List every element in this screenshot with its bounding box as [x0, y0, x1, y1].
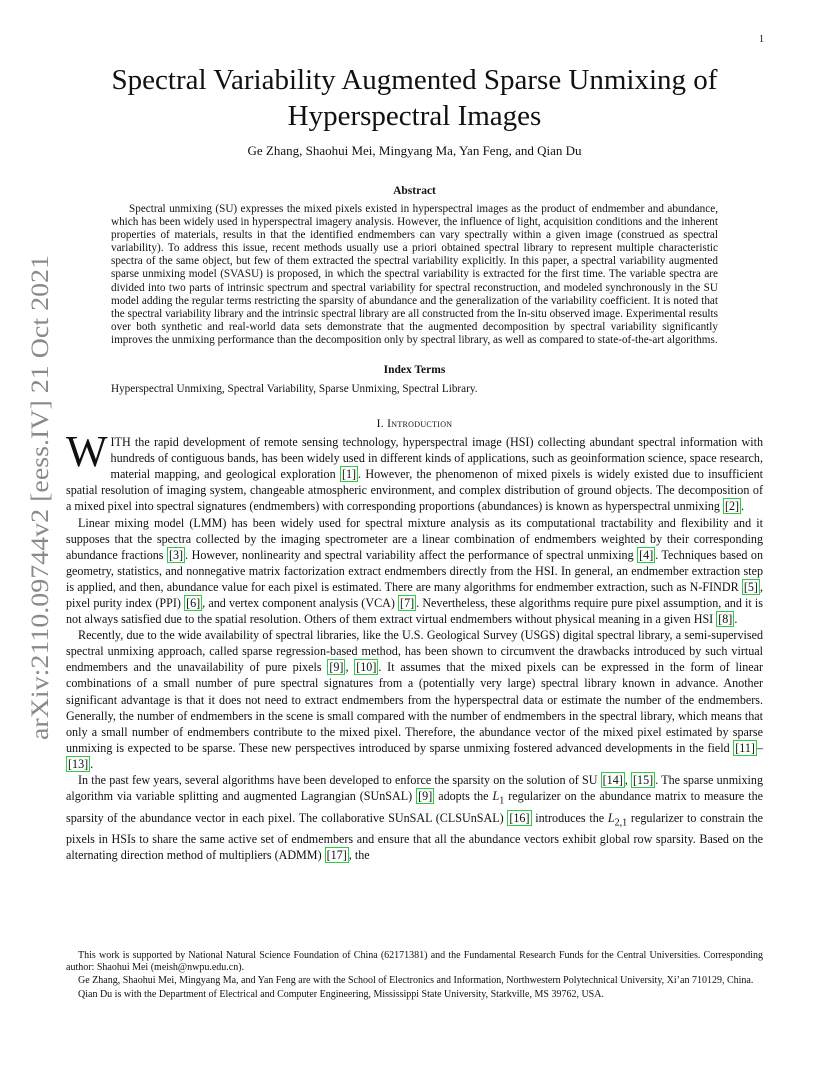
citation-link[interactable]: [15] — [633, 773, 654, 787]
footnote-affiliation: Ge Zhang, Shaohui Mei, Mingyang Ma, and Yan Feng are with the School of Electronics and Information, Northwestern Polytechnical University, Xi’an 710129, China. — [78, 975, 754, 987]
math-l1-subscript: 1 — [499, 795, 505, 807]
citation-link[interactable]: [13] — [68, 756, 89, 771]
page-number: 1 — [759, 34, 764, 45]
abstract — [66, 203, 763, 347]
drop-cap: W — [66, 427, 108, 477]
math-l21: L — [607, 810, 615, 825]
index-terms-heading: Index Terms — [383, 364, 446, 377]
citation-link[interactable]: [8] — [718, 612, 733, 627]
author-list: Ge Zhang, Shaohui Mei, Mingyang Ma, Yan Feng, and Qian Du — [247, 143, 582, 158]
citation-link[interactable]: [6] — [186, 595, 201, 610]
footnotes — [66, 950, 763, 1002]
citation-link[interactable]: [10] — [356, 660, 377, 675]
body-text — [66, 427, 764, 863]
arxiv-identifier-text: arXiv:2110.09744v2 [eess.IV] 21 Oct 2021 — [27, 306, 54, 740]
citation-link[interactable]: [5] — [743, 579, 758, 594]
paragraph: Recently, due to the wide availability of spectral libraries, like the U.S. Geological Survey (USGS) digital spectral library, a semi-supervised spectral unmixing approach, called sparse regression-based method, has been shown to circumvent the drawbacks introduced by such virtual endmembers and the unavailability of pure pixels [9] , [10] . It assumes that the mixed pixels can be expressed in the form of linear combinations of a small number of pure spectral signatures from a (potentially very large) spectral library known in advance. Another significant advantage is that it does not need to extract endmembers from the hyperspectral data or estimate the number of the endmembers. Generally, the number of endmembers in the scene is small compared with the number of endmembers in the spectral library, which means that only a small number of endmembers contribute to the mixed pixel. Therefore, the abundance vector of the mixed pixel estimated by sparse unmixing is expected to be sparse. These new perspectives introduced by sparse unmixing fostered advanced developments in the field [11] –[13] . — [66, 628, 763, 771]
arxiv-identifier[interactable] — [18, 250, 58, 750]
section-title: Introduction — [387, 418, 453, 431]
paragraph: WITH the rapid development of remote sensing technology, hyperspectral image (HSI) collecting abundant spectral information with hundreds of contiguous bands, has been widely used in different kinds of applications, such as geoinformation science, space research, material mapping, and geological exploration [1] . However, the phenomenon of mixed pixels is widely existed due to insufficient spatial resolution of imaging system, changeable atmospheric environment, and complex distribution of ground objects. The decomposition of a mixed pixel into spectral signatures (endmembers) with corresponding proportions (abundances) is known as hyperspectral unmixing [2] . — [66, 427, 763, 514]
index-terms-text: Hyperspectral Unmixing, Spectral Variability, Sparse Unmixing, Spectral Library. — [111, 383, 478, 396]
abstract-heading: Abstract — [393, 185, 436, 197]
citation-link[interactable]: [2] — [724, 499, 740, 514]
citation-link[interactable]: [7] — [400, 595, 415, 610]
math-l1: L — [492, 789, 500, 804]
citation-link[interactable]: [11] — [735, 740, 755, 755]
citation-link[interactable]: [4] — [639, 547, 654, 562]
paper-content — [66, 62, 763, 863]
citation-link[interactable]: [9] — [329, 660, 344, 675]
paragraph: Linear mixing model (LMM) has been widely used for spectral mixture analysis as its computational tractability and flexibility and it supposes that the spectra collected by the imaging spectrometer are a linear combination of endmembers weighted by their corresponding abundance fractions [3] . However, nonlinearity and spectral variability affect the performance of spectral unmixing [4] . Techniques based on geometry, statistics, and nonnegative matrix factorization extract endmembers directly from the HSI. In general, an endmember extraction step is applied, and then, abundance value for each pixel is estimated. There are many algorithms for endmember extraction, such as N-FINDR [5] , pixel purity index (PPI) [6] , and vertex component analysis (VCA) [7] . Nevertheless, these algorithms require pure pixel assumption, and it is not always satisfied due to the spatial resolution. Others of them extract virtual endmembers without physical meaning in a given HSI [8] . — [66, 515, 763, 627]
abstract-text: Spectral unmixing (SU) expresses the mixed pixels existed in hyperspectral images as the product of endmember and abundance, which has been widely used in hyperspectral imagery analysis. However, the influence of light, acquisition conditions and the inherent properties of materials, results in that the identified endmembers can vary spectrally within a given image (construed as spectral variability). To address this issue, recent methods usually use a priori obtained spectral library to represent multiple characteristic spectra of the same object, but few of them extracted the spectral variability explicitly. In this paper, a spectral variability augmented sparse unmixing model (SVASU) is proposed, in which the spectral variability is extracted for the first time. The variable spectra are divided into two parts of intrinsic spectrum and spectral variability for spectral reconstruction, and modeled synchronously in the SU model adding the regular terms restricting the sparsity of abundance and the generalization of the variability coefficient. It is noted that the spectral variability library and the intrinsic spectral library are all constructed from the In-situ observed image. Experimental results over both synthetic and real-world data sets demonstrate that the augmented decomposition by spectral variability significantly improves the unmixing performance than the decomposition only by spectral library, as well as compared to state-of-the-art algorithms. — [111, 203, 718, 346]
paper-title: Spectral Variability Augmented Sparse Unmixing of Hyperspectral Images — [111, 64, 718, 132]
section-number: I. — [376, 418, 384, 431]
section-heading-introduction — [66, 418, 763, 430]
citation-link[interactable]: [1] — [341, 467, 357, 482]
citation-link[interactable]: [9] — [418, 789, 433, 804]
citation-link[interactable]: [14] — [602, 773, 623, 787]
footnote-funding: This work is supported by National Natural Science Foundation of China (62171381) and the Fundamental Research Funds for the Central Universities. Corresponding author: Shaohui Mei (meish@nwpu.edu.cn). — [66, 950, 763, 974]
citation-link[interactable]: [17] — [326, 848, 347, 863]
citation-link[interactable]: [3] — [168, 547, 184, 562]
paragraph: In the past few years, several algorithms have been developed to enforce the sparsity on the solution of SU [14] , [15] . The sparse unmixing algorithm via variable splitting and augmented Lagrangian (SUnSAL) [9] adopts the $L_1$ regularizer on the abundance matrix to measure the sparsity of the abundance vector in each pixel. The collaborative SUnSAL (CLSUnSAL) [16] introduces the $L_{2,1}$ regularizer to constrain the pixels in HSIs to share the same active set of endmembers and ensure that all the abundance vectors exhibit global row sparsity. Based on the alternating direction method of multipliers (ADMM) [17] , the — [66, 773, 764, 863]
footnote-affiliation: Qian Du is with the Department of Electrical and Computer Engineering, Mississippi State University, Starkville, MS 39762, USA. — [78, 988, 604, 1000]
math-l21-subscript: 2,1 — [614, 817, 628, 828]
citation-link[interactable]: [16] — [509, 810, 530, 825]
